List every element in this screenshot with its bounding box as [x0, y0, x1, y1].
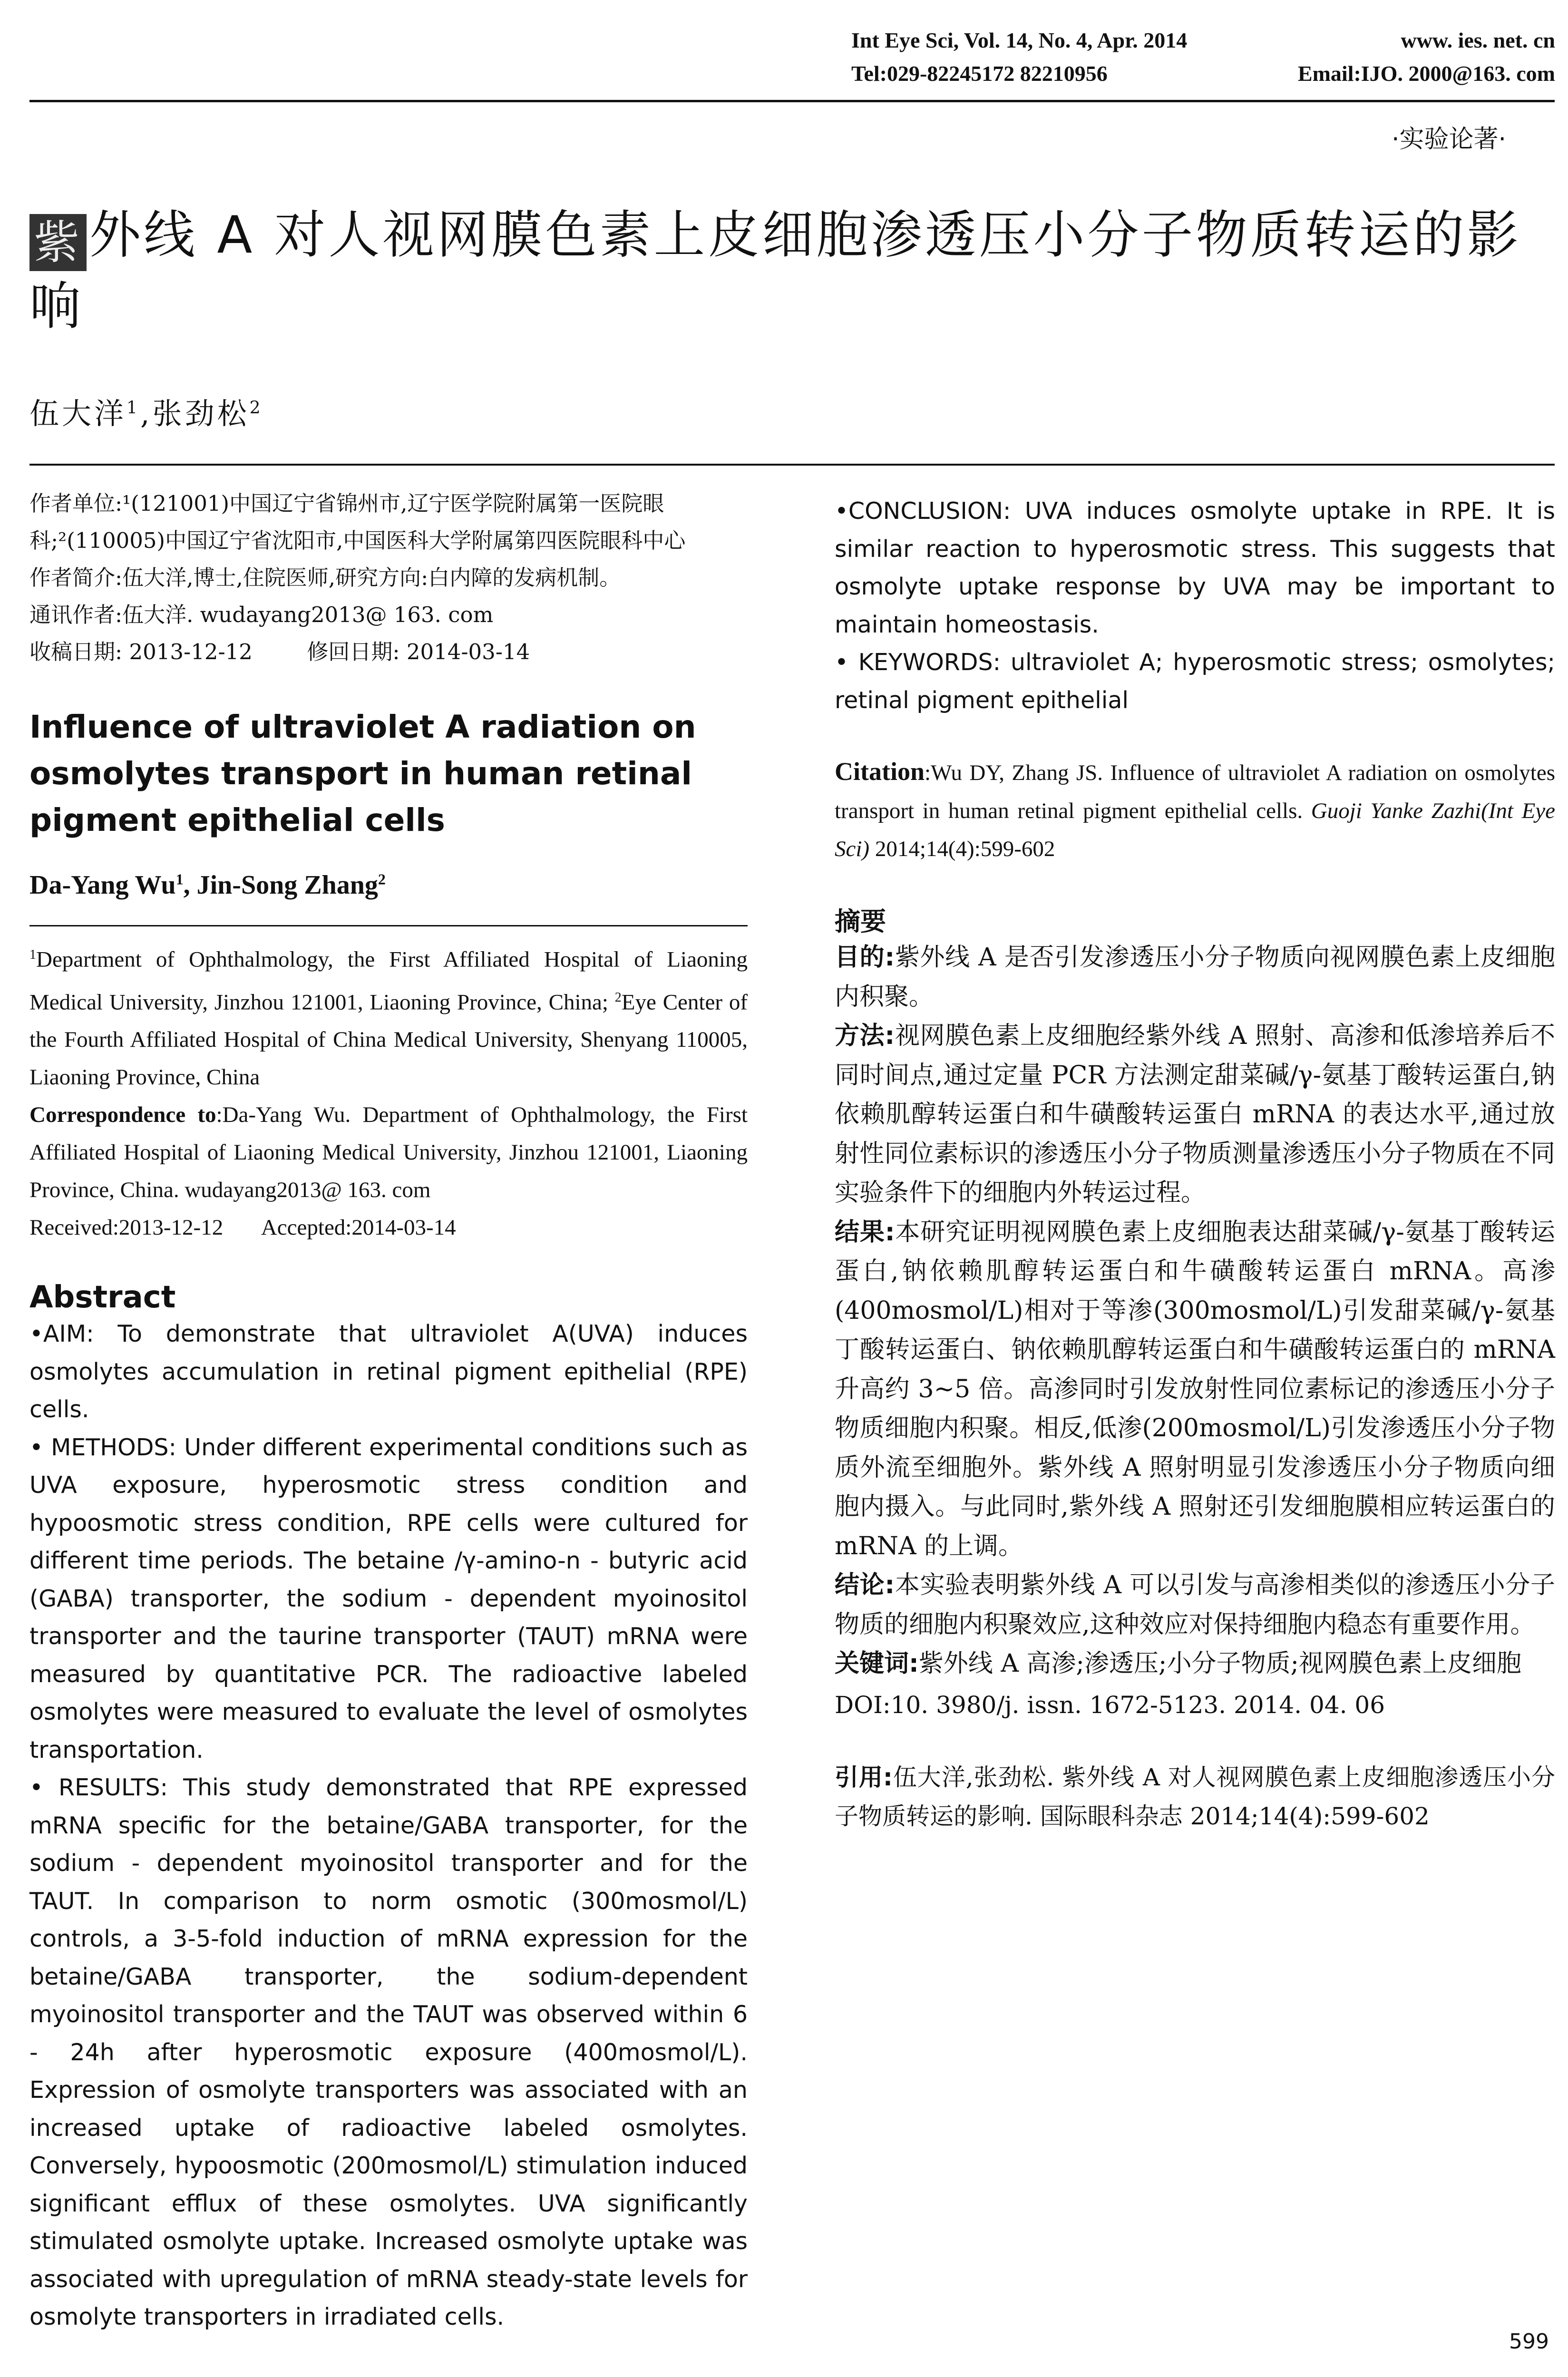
doi[interactable]: DOI:10. 3980/j. issn. 1672-5123. 2014. 04. 06	[835, 1691, 1385, 1719]
author-sup: 2	[378, 870, 386, 888]
authors-zh	[29, 390, 263, 432]
author-name: Jin-Song Zhang	[196, 870, 378, 900]
affiliation	[29, 936, 748, 1247]
author-separator: ,	[140, 396, 153, 431]
journal-email[interactable]: Email:IJO. 2000@163. com	[1297, 61, 1555, 86]
aff-sup: 1	[29, 947, 36, 962]
zh-citation-label: 引用:	[835, 1763, 893, 1791]
zh-conclusion-label: 结论:	[835, 1571, 895, 1599]
citation-tail: 2014;14(4):599-602	[869, 837, 1055, 861]
citation-journal: Guoji Yanke Zazhi(Int Eye Sci)	[835, 799, 1555, 861]
received-dates: Received:2013-12-12 Accepted:2014-03-14	[29, 1215, 456, 1240]
journal-header	[851, 24, 1555, 90]
left-column	[29, 485, 748, 2336]
abstract-methods: • METHODS: Under different experimental conditions such as UVA exposure, hyperosmotic stress condition and hypoosmotic stress condition, RPE cells were cultured for different time periods. The betaine /γ-amino-n - butyric acid (GABA) transporter, the sodium - dependent myoinositol transporter and the taurine transporter (TAUT) mRNA were measured by quantitative PCR. The radioactive labeled osmolytes were measured to evaluate the level of osmolytes transportation.	[29, 1433, 748, 1763]
zh-abstract-heading: 摘要	[835, 906, 886, 936]
zh-results	[835, 1213, 1555, 1566]
title-highlighted-char: 紫	[29, 214, 87, 271]
page-number: 599	[1509, 2329, 1549, 2354]
journal-info: Int Eye Sci, Vol. 14, No. 4, Apr. 2014	[851, 28, 1188, 52]
zh-keywords-label: 关键词:	[835, 1649, 919, 1678]
zh-results-text: 本研究证明视网膜色素上皮细胞表达甜菜碱/γ-氨基丁酸转运蛋白,钠依赖肌醇转运蛋白和牛磺酸转运蛋白 mRNA。高渗(400mosmol/L)相对于等渗(300mosmol/L)引发甜菜碱/γ-氨基丁酸转运蛋白、钠依赖肌醇转运蛋白和牛磺酸转运蛋白的 mRNA 升高约 3~5 倍。高渗同时引发放射性同位素标记的渗透压小分子物质细胞内积聚。相反,低渗(200mosmol/L)引发渗透压小分子物质外流至细胞外。紫外线 A 照射明显引发渗透压小分子物质向细胞内摄入。与此同时,紫外线 A 照射还引发细胞膜相应转运蛋白的 mRNA 的上调。	[835, 1218, 1555, 1560]
citation-label: Citation	[835, 757, 925, 786]
citation-text: :Wu DY, Zhang JS. Influence of ultraviolet A radiation on osmolytes transport in human retinal pigment epithelial cells.	[835, 760, 1555, 823]
zh-keywords	[835, 1644, 1555, 1684]
english-title: Influence of ultraviolet A radiation on osmolytes transport in human retinal pigment epithelial cells	[29, 709, 696, 838]
author-sup: 1	[175, 870, 184, 888]
zh-results-label: 结果:	[835, 1218, 895, 1247]
abstract-heading: Abstract	[29, 1280, 176, 1315]
section-label: ·实验论著·	[1391, 125, 1506, 154]
abstract-results: • RESULTS: This study demonstrated that RPE expressed mRNA specific for the betaine/GABA transporter, for the sodium - dependent myoinositol transporter and for the TAUT. In comparison to norm osmotic (300mosmol/L) controls, a 3-5-fold induction of mRNA expression for the betaine/GABA transporter, the sodium-dependent myoinositol transporter and the TAUT was observed within 6 - 24h after hyperosmotic exposure (400mosmol/L). Expression of osmolyte transporters was associated with an increased uptake of radioactive labeled osmolytes. Conversely, hypoosmotic (200mosmol/L) stimulation induced significant efflux of these osmolytes. UVA significantly stimulated osmolyte uptake. Increased osmolyte uptake was associated with upregulation of mRNA steady-state levels for osmolyte transporters in irradiated cells.	[29, 1774, 748, 2331]
right-column	[835, 492, 1555, 1836]
zh-conclusion	[835, 1566, 1555, 1644]
title-text: 外线 A 对人视网膜色素上皮细胞渗透压小分子物质转运的影响	[29, 205, 1521, 336]
zh-aim-text: 紫外线 A 是否引发渗透压小分子物质向视网膜色素上皮细胞内积聚。	[835, 943, 1555, 1011]
author-sup: 2	[249, 398, 263, 418]
zh-citation	[835, 1758, 1555, 1836]
zh-methods-label: 方法:	[835, 1022, 895, 1050]
journal-tel: Tel:029-82245172 82210956	[851, 61, 1108, 86]
author-name: Da-Yang Wu	[29, 870, 176, 900]
dates: 收稿日期: 2013-12-12 修回日期: 2014-03-14	[29, 639, 530, 664]
english-authors	[29, 870, 748, 900]
article-title	[29, 200, 1556, 342]
abstract-keywords: • KEYWORDS: ultraviolet A; hyperosmotic stress; osmolytes; retinal pigment epithelial	[835, 649, 1555, 714]
author-info	[29, 485, 748, 671]
author-sup: 1	[127, 398, 140, 418]
aff-text: Eye Center of the Fourth Affiliated Hospital of China Medical University, Shenyang 110005, Liaoning Province, China	[29, 990, 748, 1090]
correspondence-text: :Da-Yang Wu. Department of Ophthalmology, the First Affiliated Hospital of Liaoning Medical University, Jinzhou 121001, Liaoning Province, China. wudayang2013@ 163. com	[29, 1102, 748, 1203]
citation	[835, 752, 1555, 868]
zh-aim-label: 目的:	[835, 943, 895, 972]
journal-website[interactable]: www. ies. net. cn	[1401, 28, 1555, 52]
aff-sup: 2	[614, 990, 622, 1005]
header-rule	[29, 100, 1555, 102]
author-separator: ,	[183, 870, 197, 900]
abstract-conclusion: •CONCLUSION: UVA induces osmolyte uptake in RPE. It is similar reaction to hyperosmotic stress. This suggests that osmolyte uptake response by UVA may be important to maintain homeostasis.	[835, 497, 1555, 638]
zh-conclusion-text: 本实验表明紫外线 A 可以引发与高渗相类似的渗透压小分子物质的细胞内积聚效应,这种效应对保持细胞内稳态有重要作用。	[835, 1571, 1555, 1639]
zh-keywords-text: 紫外线 A 高渗;渗透压;小分子物质;视网膜色素上皮细胞	[918, 1649, 1521, 1678]
author-unit: 作者单位:¹(121001)中国辽宁省锦州市,辽宁医学院附属第一医院眼科;²(110005)中国辽宁省沈阳市,中国医科大学附属第四医院眼科中心	[29, 491, 686, 553]
author-name: 张劲松	[152, 396, 250, 431]
authors-rule	[29, 925, 748, 926]
author-bio: 作者简介:伍大洋,博士,住院医师,研究方向:白内障的发病机制。	[29, 565, 621, 590]
zh-methods	[835, 1016, 1555, 1213]
zh-methods-text: 视网膜色素上皮细胞经紫外线 A 照射、高渗和低渗培养后不同时间点,通过定量 PCR 方法测定甜菜碱/γ-氨基丁酸转运蛋白,钠依赖肌醇转运蛋白和牛磺酸转运蛋白 mRNA 的表达水平,通过放射性同位素标识的渗透压小分子物质测量渗透压小分子物质在不同实验条件下的细胞内外转运过程。	[835, 1022, 1555, 1207]
zh-citation-text: 伍大洋,张劲松. 紫外线 A 对人视网膜色素上皮细胞渗透压小分子物质转运的影响. 国际眼科杂志 2014;14(4):599-602	[835, 1763, 1556, 1830]
correspondence-label: Correspondence to	[29, 1102, 216, 1128]
aff-text: Department of Ophthalmology, the First Affiliated Hospital of Liaoning Medical University, Jinzhou 121001, Liaoning Province, China;	[29, 947, 748, 1015]
corresponding-author: 通讯作者:伍大洋. wudayang2013@ 163. com	[29, 602, 494, 627]
abstract-aim: •AIM: To demonstrate that ultraviolet A(UVA) induces osmolytes accumulation in retinal pigment epithelial (RPE) cells.	[29, 1320, 748, 1423]
title-rule	[29, 464, 1555, 466]
author-name: 伍大洋	[29, 396, 127, 431]
zh-aim	[835, 938, 1555, 1016]
